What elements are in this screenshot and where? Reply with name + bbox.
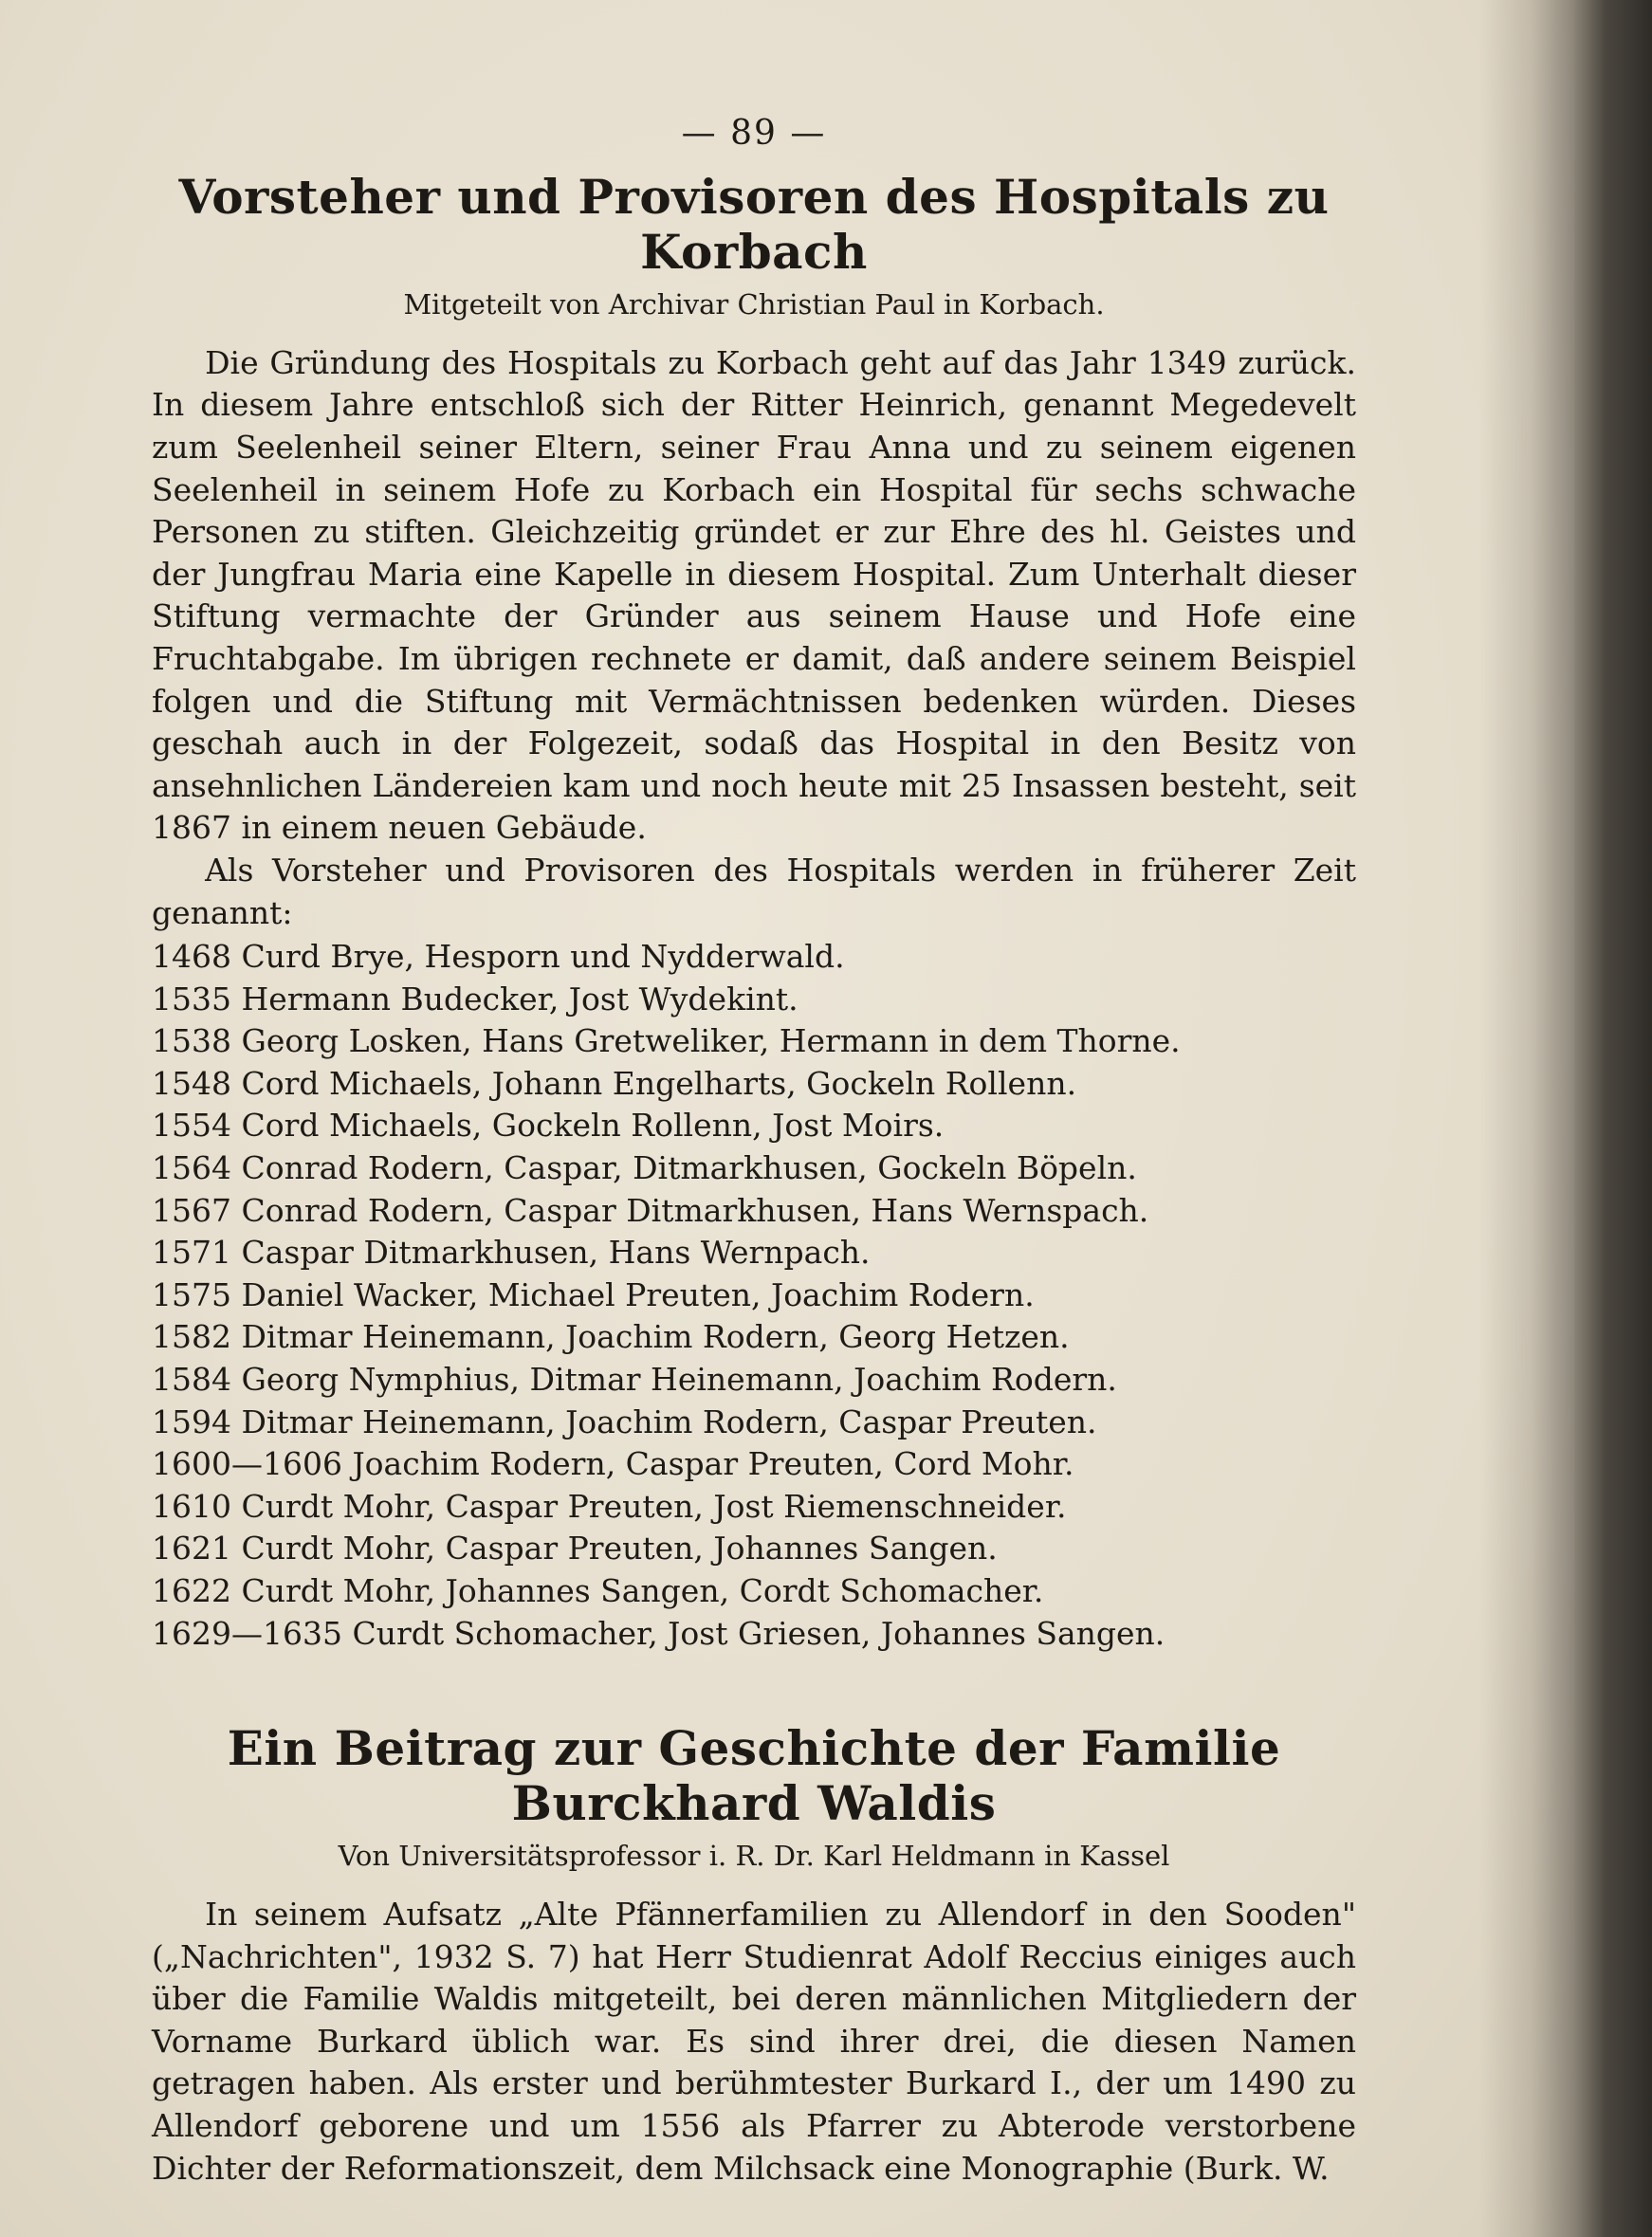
book-spine-edge <box>1574 0 1652 2237</box>
article1-title: Vorsteher und Provisoren des Hospitals zu Korbach <box>178 169 1330 280</box>
article-burckhard-waldis <box>152 1721 1356 2190</box>
list-item: 1621 Curdt Mohr, Caspar Preuten, Johannes Sangen. <box>152 1530 998 1568</box>
article2-title: Ein Beitrag zur Geschichte der Familie Burckhard Waldis <box>227 1720 1281 1831</box>
list-item: 1629—1635 Curdt Schomacher, Jost Griesen, Johannes Sangen. <box>152 1614 1166 1652</box>
list-item: 1622 Curdt Mohr, Johannes Sangen, Cordt Schomacher. <box>152 1572 1044 1610</box>
list-item: 1564 Conrad Rodern, Caspar, Ditmarkhusen, Gockeln Böpeln. <box>152 1149 1137 1187</box>
list-item: 1538 Georg Losken, Hans Gretweliker, Hermann in dem Thorne. <box>152 1022 1181 1060</box>
page-number: — 89 — <box>681 114 827 153</box>
article1-paragraph-1: Die Gründung des Hospitals zu Korbach geht auf das Jahr 1349 zurück. In diesem Jahre entschloß sich der Ritter Heinrich, genannt Megedevelt zum Seelenheil seiner Eltern, seiner Frau Anna und zu seinem eigenen Seelenheil in seinem Hofe zu Korbach ein Hospital für sechs schwache Personen zu stiften. Gleichzeitig gründet er zur Ehre des hl. Geistes und der Jungfrau Maria eine Kapelle in diesem Hospital. Zum Unterhalt dieser Stiftung vermachte der Gründer aus seinem Hause und Hofe eine Fruchtabgabe. Im übrigen rechnete er damit, daß andere seinem Beispiel folgen und die Stiftung mit Vermächtnissen bedenken würden. Dieses geschah auch in der Folgezeit, sodaß das Hospital in den Besitz von ansehnlichen Ländereien kam und noch heute mit 25 Insassen besteht, seit 1867 in einem neuen Gebäude. <box>152 343 1356 847</box>
provisors-list <box>152 936 1356 1655</box>
article-hospital-korbach <box>152 170 1356 1655</box>
list-item: 1582 Ditmar Heinemann, Joachim Rodern, Georg Hetzen. <box>152 1318 1070 1356</box>
page-gutter-shadow <box>1479 0 1574 2237</box>
list-item: 1610 Curdt Mohr, Caspar Preuten, Jost Riemenschneider. <box>152 1487 1067 1525</box>
list-item: 1584 Georg Nymphius, Ditmar Heinemann, Joachim Rodern. <box>152 1361 1117 1399</box>
page-content <box>152 114 1356 2190</box>
list-item: 1554 Cord Michaels, Gockeln Rollenn, Jost Moirs. <box>152 1107 945 1145</box>
list-item: 1600—1606 Joachim Rodern, Caspar Preuten, Cord Mohr. <box>152 1445 1074 1483</box>
list-item: 1468 Curd Brye, Hesporn und Nydderwald. <box>152 938 845 976</box>
list-item: 1571 Caspar Ditmarkhusen, Hans Wernpach. <box>152 1234 871 1272</box>
article1-paragraph-2: Als Vorsteher und Provisoren des Hospitals werden in früherer Zeit genannt: <box>152 851 1356 931</box>
list-item: 1575 Daniel Wacker, Michael Preuten, Joachim Rodern. <box>152 1275 1035 1313</box>
list-item: 1594 Ditmar Heinemann, Joachim Rodern, Caspar Preuten. <box>152 1403 1097 1440</box>
list-item: 1535 Hermann Budecker, Jost Wydekint. <box>152 980 798 1018</box>
article2-byline: Von Universitätsprofessor i. R. Dr. Karl Heldmann in Kassel <box>338 1840 1170 1873</box>
list-item: 1548 Cord Michaels, Johann Engelharts, Gockeln Rollenn. <box>152 1064 1077 1102</box>
list-item: 1567 Conrad Rodern, Caspar Ditmarkhusen, Hans Wernspach. <box>152 1191 1149 1229</box>
article2-paragraph-1: In seinem Aufsatz „Alte Pfännerfamilien zu Allendorf in den Sooden" („Nachrichten", 1932 S. 7) hat Herr Studienrat Adolf Reccius einiges auch über die Familie Waldis mitgeteilt, bei deren männlichen Mitgliedern der Vorname Burkard üblich war. Es sind ihrer drei, die diesen Namen getragen haben. Als erster und berühmtester Burkard I., der um 1490 zu Allendorf geborene und um 1556 als Pfarrer zu Abterode verstorbene Dichter der Reformationszeit, dem Milchsack eine Monographie (Burk. W. <box>152 1896 1356 2187</box>
article1-byline: Mitgeteilt von Archivar Christian Paul in Korbach. <box>403 288 1105 321</box>
